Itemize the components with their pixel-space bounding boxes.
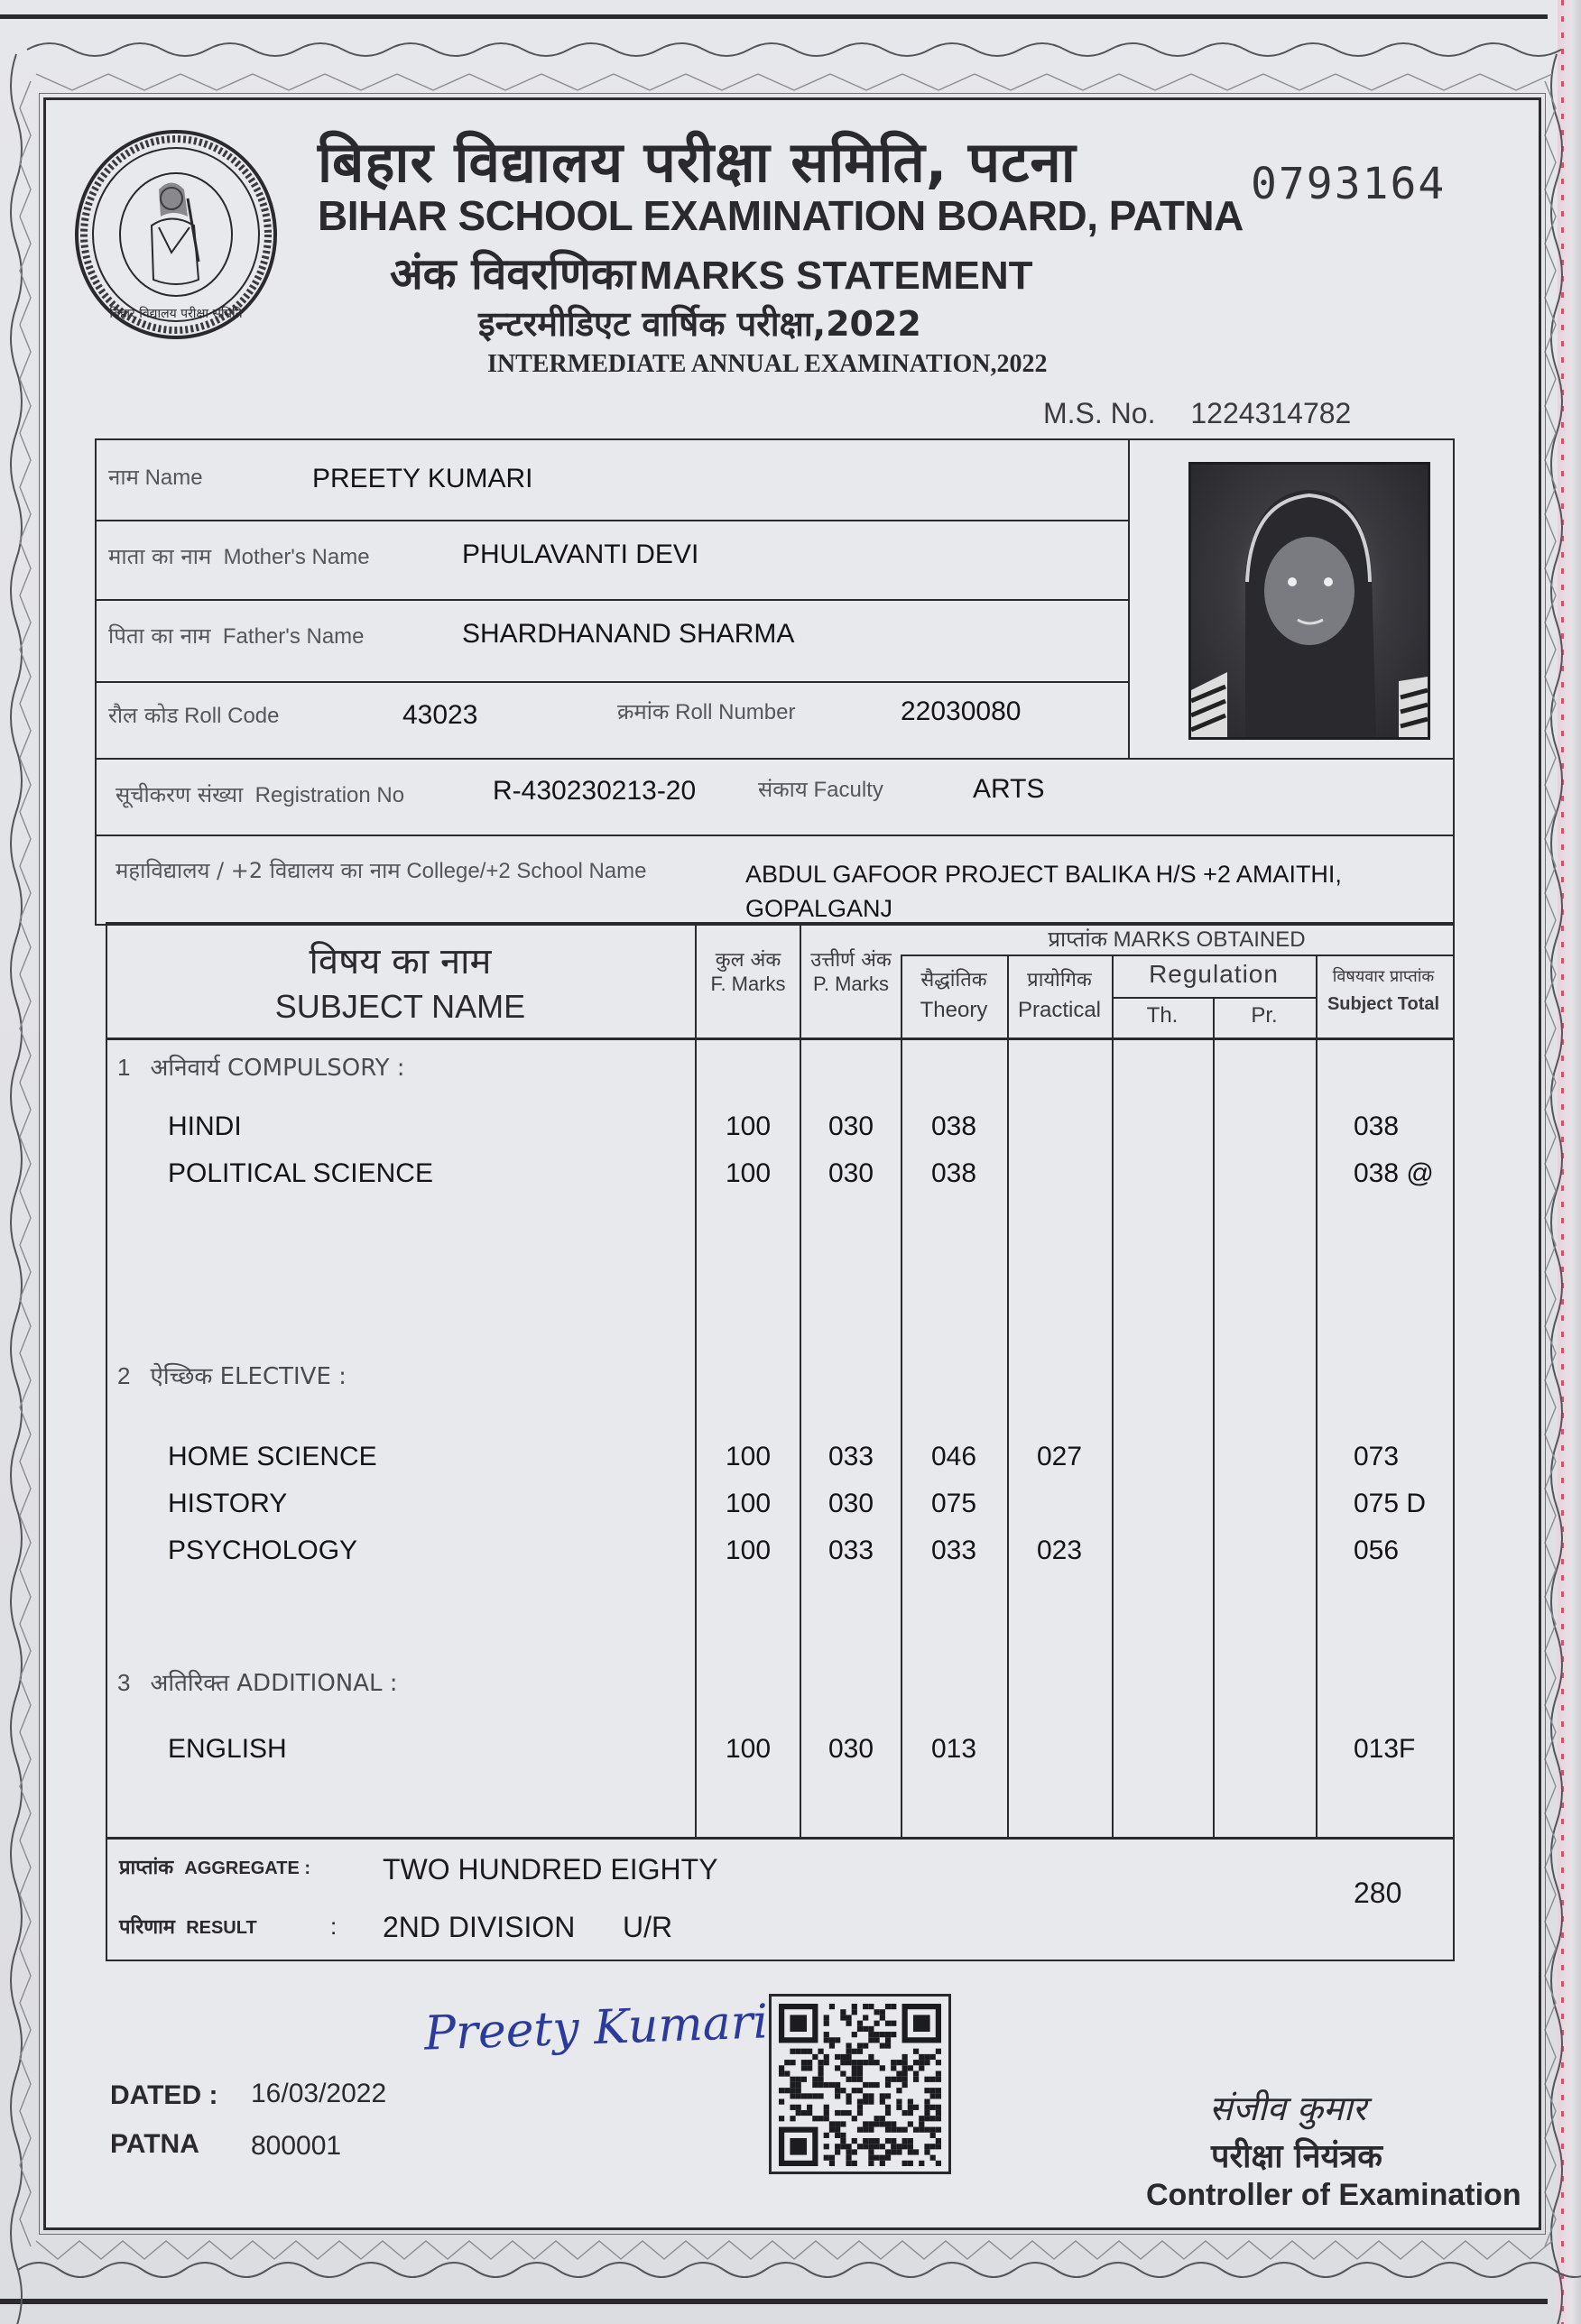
cell-pass: 033: [827, 1442, 874, 1471]
col-divider: [1213, 998, 1215, 1838]
exam-title-hindi: इन्टरमीडिएट वार्षिक परीक्षा,2022: [478, 304, 921, 344]
regulation-rule: [1112, 997, 1316, 999]
school-label: महाविद्यालय / +2 विद्यालय का नाम College/+2 School Name: [116, 858, 647, 883]
subject-name: HINDI: [168, 1111, 242, 1141]
cell-pass: 033: [827, 1536, 874, 1565]
place-label: PATNA: [110, 2129, 199, 2159]
father-name: SHARDHANAND SHARMA: [462, 619, 795, 649]
seal-text: बिहार विद्यालय परीक्षा समिति: [109, 307, 243, 321]
ms-number-label: M.S. No.: [1043, 397, 1156, 429]
faculty: ARTS: [973, 774, 1045, 804]
student-photo: [1188, 462, 1430, 740]
board-seal-logo: [72, 126, 280, 343]
header-practical: प्रायोगिक Practical: [1017, 969, 1102, 1022]
subject-name: HISTORY: [168, 1489, 288, 1518]
divider: [95, 599, 1128, 601]
divider: [1316, 954, 1451, 956]
cell-theory: 046: [930, 1442, 977, 1471]
cell-theory: 075: [930, 1489, 977, 1518]
cell-pass: 030: [827, 1111, 874, 1141]
cell-practical: 027: [1036, 1442, 1083, 1471]
header-regulation: Regulation: [1149, 960, 1279, 988]
result-value: 2ND DIVISION: [383, 1911, 576, 1943]
result-colon: :: [330, 1913, 337, 1940]
cell-total: 056: [1354, 1536, 1400, 1565]
cell-full: 100: [725, 1734, 772, 1764]
cell-theory: 038: [930, 1158, 977, 1188]
table-header-rule: [106, 1038, 1453, 1040]
cell-pass: 030: [827, 1734, 874, 1764]
school-name-line-1: ABDUL GAFOOR PROJECT BALIKA H/S +2 AMAITHI,: [745, 861, 1342, 888]
roll-number-label: क्रमांक Roll Number: [617, 699, 796, 724]
subject-name: PSYCHOLOGY: [168, 1536, 358, 1565]
school-name-line-2: GOPALGANJ: [745, 895, 893, 922]
cell-total: 075 D: [1354, 1489, 1427, 1518]
cell-theory: 033: [930, 1536, 977, 1565]
ms-number: [1043, 397, 1351, 430]
student-name: PREETY KUMARI: [312, 464, 533, 493]
cell-theory: 013: [930, 1734, 977, 1764]
cell-full: 100: [725, 1442, 772, 1471]
qr-code: [769, 1994, 951, 2174]
result-status: U/R: [623, 1911, 673, 1943]
header-subject: विषय का नाम SUBJECT NAME: [274, 941, 526, 1025]
header-theory: सैद्धांतिक Theory: [920, 969, 988, 1022]
board-name-hindi: बिहार विद्यालय परीक्षा समिति, पटना: [318, 129, 1077, 195]
ms-number-value: 1224314782: [1190, 397, 1352, 429]
dated-value: 16/03/2022: [251, 2079, 387, 2108]
student-signature: Preety Kumari: [423, 1995, 770, 2061]
section-heading: 3 अतिरिक्त ADDITIONAL :: [117, 1669, 398, 1697]
name-label: नाम Name: [108, 465, 203, 490]
controller-title-hindi: परीक्षा नियंत्रक: [1211, 2138, 1382, 2175]
cell-total: 038 @: [1354, 1158, 1434, 1188]
col-divider: [1316, 956, 1318, 1838]
subject-name: HOME SCIENCE: [168, 1442, 377, 1471]
cell-full: 100: [725, 1489, 772, 1518]
header-subject-total: विषयवार प्राप्तांक Subject Total: [1327, 967, 1440, 1014]
col-divider: [1007, 956, 1009, 1838]
school-name: [745, 857, 1342, 926]
aggregate-words: TWO HUNDRED EIGHTY: [383, 1853, 718, 1886]
subject-name: POLITICAL SCIENCE: [168, 1158, 433, 1188]
father-name-label: पिता का नाम Father's Name: [108, 623, 365, 649]
section-heading: 1 अनिवार्य COMPULSORY :: [117, 1054, 405, 1082]
result-label: परिणाम RESULT: [119, 1916, 257, 1939]
col-divider: [1112, 956, 1114, 1838]
table-body-rule: [106, 1837, 1453, 1840]
cell-pass: 030: [827, 1489, 874, 1518]
controller-signature: संजीव कुमार: [1209, 2089, 1367, 2128]
qr-pattern: [779, 2004, 941, 2166]
roll-number: 22030080: [901, 696, 1022, 726]
mother-name: PHULAVANTI DEVI: [462, 540, 699, 569]
aggregate-label: प्राप्तांक AGGREGATE :: [119, 1857, 311, 1879]
roll-code: 43023: [402, 700, 478, 730]
header-regulation-practical: Pr.: [1251, 1003, 1278, 1028]
serial-number: 0793164: [1251, 159, 1447, 209]
statement-title: [390, 244, 1032, 302]
section-heading: 2 ऐच्छिक ELECTIVE :: [117, 1362, 347, 1390]
registration-number: R-430230213-20: [493, 776, 697, 806]
place-pin: 800001: [251, 2131, 342, 2161]
registration-label: सूचीकरण संख्या Registration No: [116, 782, 405, 807]
cell-total: 073: [1354, 1442, 1400, 1471]
photo-divider: [1128, 438, 1130, 760]
col-divider: [901, 956, 902, 1838]
mother-name-label: माता का नाम Mother's Name: [108, 544, 370, 569]
subject-name: ENGLISH: [168, 1734, 287, 1764]
aggregate-total: 280: [1354, 1877, 1402, 1909]
statement-title-hindi: अंक विवरणिका: [390, 249, 636, 300]
cell-total: 013F: [1354, 1734, 1416, 1764]
divider: [95, 681, 1128, 683]
exam-title-english: INTERMEDIATE ANNUAL EXAMINATION,2022: [487, 350, 1048, 378]
cell-full: 100: [725, 1111, 772, 1141]
header-regulation-theory: Th.: [1146, 1003, 1179, 1028]
photo-portrait: [1191, 465, 1428, 737]
cell-full: 100: [725, 1158, 772, 1188]
dated-label: DATED :: [110, 2080, 218, 2110]
controller-title: Controller of Examination: [1146, 2178, 1521, 2212]
col-divider: [800, 922, 801, 1838]
cell-pass: 030: [827, 1158, 874, 1188]
header-marks-obtained: प्राप्तांक MARKS OBTAINED: [1048, 927, 1306, 952]
divider: [95, 520, 1128, 521]
cell-full: 100: [725, 1536, 772, 1565]
cell-practical: 023: [1036, 1536, 1083, 1565]
faculty-label: संकाय Faculty: [758, 777, 883, 802]
cell-theory: 038: [930, 1111, 977, 1141]
header-full-marks: कुल अंक F. Marks: [710, 949, 786, 995]
board-name-english: BIHAR SCHOOL EXAMINATION BOARD, PATNA: [318, 192, 1244, 239]
header-pass-marks: उत्तीर्ण अंक P. Marks: [810, 949, 892, 995]
cell-total: 038: [1354, 1111, 1400, 1141]
divider: [95, 835, 1453, 836]
col-divider: [695, 922, 697, 1838]
statement-title-english: MARKS STATEMENT: [639, 254, 1033, 298]
roll-code-label: रौल कोड Roll Code: [108, 703, 280, 728]
divider: [95, 758, 1453, 760]
